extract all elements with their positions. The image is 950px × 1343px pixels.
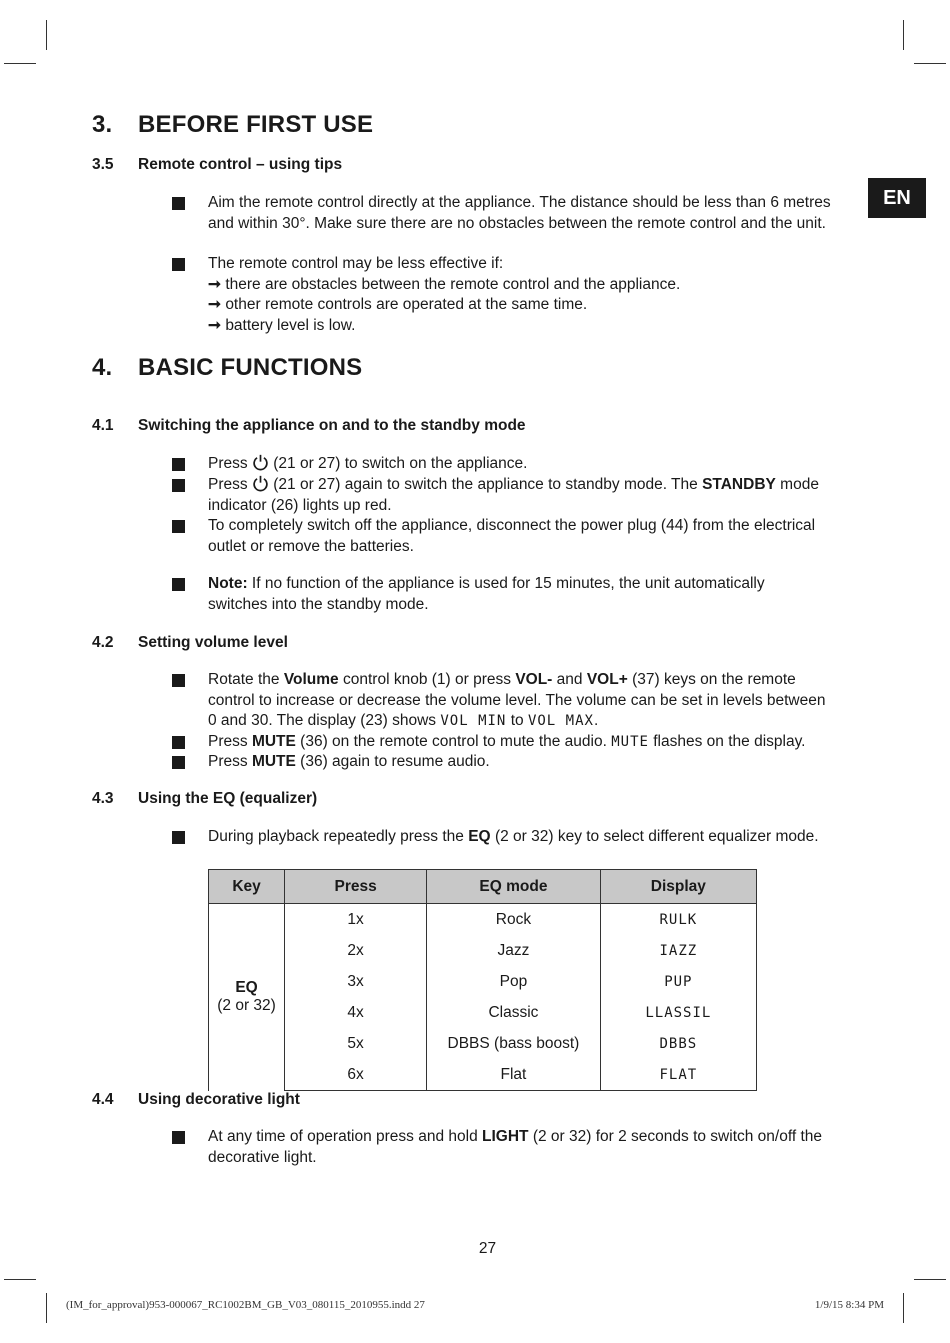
bullet-resume: Press MUTE (36) again to resume audio. [172,752,862,773]
arrow-item: ➞ battery level is low. [208,316,356,334]
lcd-text: DBBS [600,1028,756,1059]
header-display: Display [600,870,756,904]
bullet-standby: Press (21 or 27) again to switch the appliance to standby mode. The STANDBY mode indicator (26) lights up red. [172,475,862,516]
bullet-switch-off: To completely switch off the appliance, disconnect the power plug (44) from the electrical outlet or remove the batteries. [172,516,862,557]
bullet-aim-remote: Aim the remote control directly at the appliance. The distance should be less than 6 metres and within 30°. Make sure there are no obstacles between the remote control and the unit. [172,193,862,234]
lcd-text: PUP [600,966,756,997]
power-icon [252,475,269,492]
bullet-square [172,756,185,769]
bullet-square [172,479,185,492]
crop-mark [46,20,47,50]
crop-mark [903,1293,904,1323]
bullet-square [172,1131,185,1144]
section-heading-4: 4. BASIC FUNCTIONS [92,354,363,381]
subsection-heading-3-5: 3.5 Remote control – using tips [92,156,343,173]
bullet-square [172,674,185,687]
header-press: Press [285,870,427,904]
section-heading-3: 3. BEFORE FIRST USE [92,111,374,138]
bullet-switch-on: Press (21 or 27) to switch on the appliance. [172,454,862,475]
arrow-icon: ➞ [208,316,221,334]
header-eq-mode: EQ mode [427,870,601,904]
bullet-eq: During playback repeatedly press the EQ (2 or 32) key to select different equalizer mode. [172,827,862,848]
power-icon [252,454,269,471]
table-row: 2x Jazz IAZZ [209,935,757,966]
table-header-row [209,870,757,904]
crop-mark [903,20,904,50]
bullet-square [172,197,185,210]
bullet-square [172,831,185,844]
lcd-text: MUTE [611,734,649,750]
lcd-text: VOL MAX [527,713,594,729]
arrow-item: ➞ there are obstacles between the remote control and the appliance. [208,275,681,293]
arrow-item: ➞ other remote controls are operated at the same time. [208,296,588,313]
table-row: 5x DBBS (bass boost) DBBS [209,1028,757,1059]
lcd-text: IAZZ [600,935,756,966]
bullet-note: Note: If no function of the appliance is used for 15 minutes, the unit automatically switches into the standby mode. [172,574,862,615]
footer-timestamp: 1/9/15 8:34 PM [814,1299,884,1311]
language-tab: EN [868,178,926,218]
crop-mark [4,63,36,64]
lcd-text: LLASSIL [600,997,756,1028]
bullet-light: At any time of operation press and hold LIGHT (2 or 32) for 2 seconds to switch on/off the decorative light. [172,1127,862,1168]
bullet-square [172,736,185,749]
lcd-text: FLAT [600,1059,756,1091]
bullet-square [172,258,185,271]
table-row: 6x Flat FLAT [209,1059,757,1091]
subsection-heading-4-4: 4.4 Using decorative light [92,1091,300,1108]
subsection-heading-4-2: 4.2 Setting volume level [92,634,288,651]
table-row: EQ (2 or 32) 1x Rock RULK [209,904,757,936]
subsection-heading-4-1: 4.1 Switching the appliance on and to the standby mode [92,417,526,434]
lcd-text: RULK [600,904,756,936]
bullet-square [172,458,185,471]
bullet-less-effective: The remote control may be less effective if: ➞ there are obstacles between the remote control and the appliance. ➞ other remote controls are operated at the same time. ➞ battery level is low. [172,254,862,336]
crop-mark [914,63,946,64]
footer-file-info: (IM_for_approval)953-000067_RC1002BM_GB_V03_080115_2010955.indd 27 [66,1299,425,1311]
header-key: Key [209,870,285,904]
bullet-square [172,578,185,591]
eq-table [208,869,757,1091]
crop-mark [4,1279,36,1280]
bullet-square [172,520,185,533]
bullet-volume: Rotate the Volume control knob (1) or press VOL- and VOL+ (37) keys on the remote control to increase or decrease the volume level. The volume can be set in levels between 0 and 30. The display (23) shows VOL MIN to VOL MAX. [172,670,862,732]
table-row: 3x Pop PUP [209,966,757,997]
page-number: 27 [478,1240,497,1257]
table-row: 4x Classic LLASSIL [209,997,757,1028]
crop-mark [914,1279,946,1280]
crop-mark [46,1293,47,1323]
subsection-heading-4-3: 4.3 Using the EQ (equalizer) [92,790,318,807]
lcd-text: VOL MIN [440,713,507,729]
arrow-icon: ➞ [208,275,221,293]
arrow-icon: ➞ [208,296,221,313]
key-cell: EQ (2 or 32) [209,904,285,1091]
bullet-mute: Press MUTE (36) on the remote control to mute the audio. MUTE flashes on the display. [172,732,862,753]
